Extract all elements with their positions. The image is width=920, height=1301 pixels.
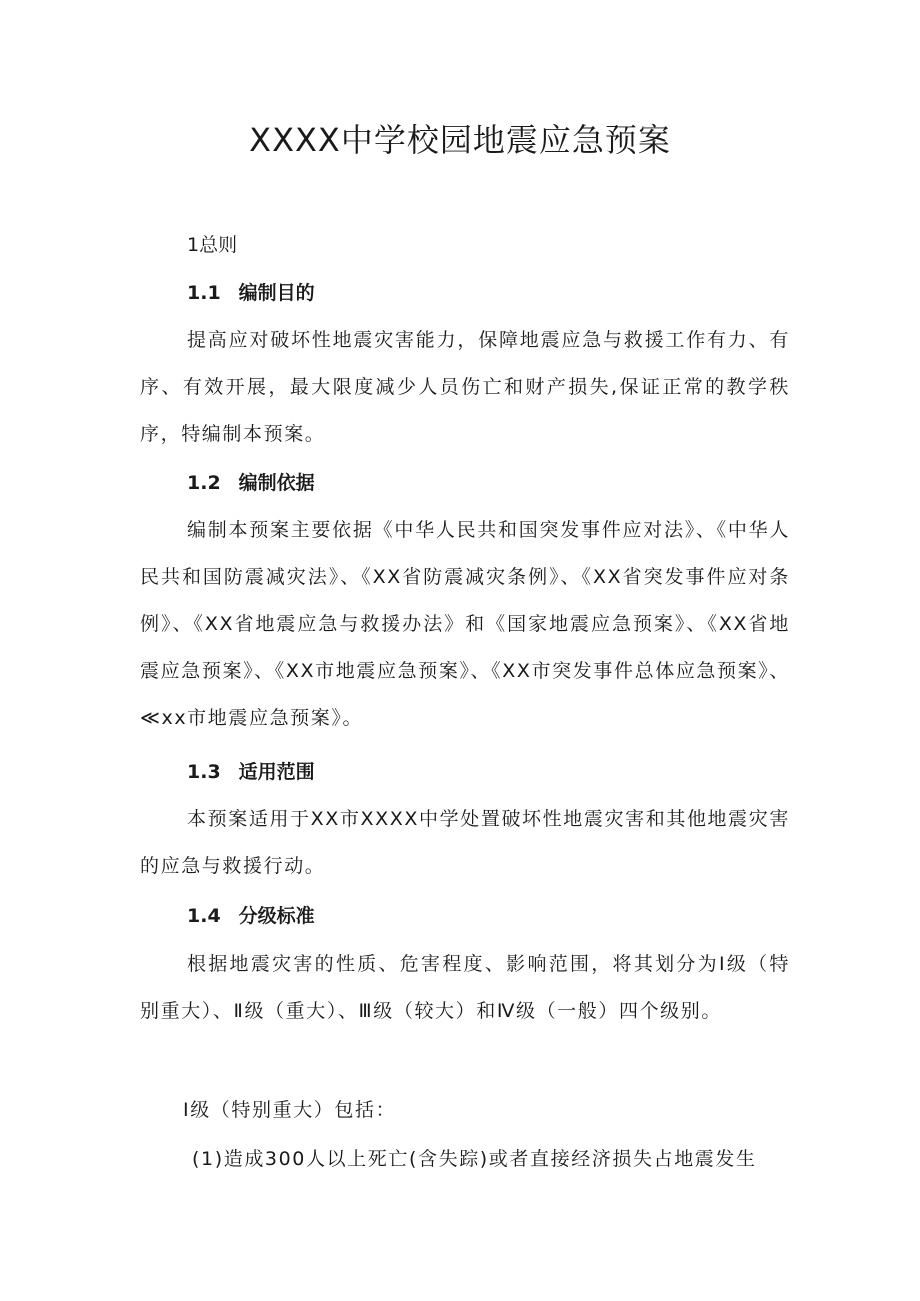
paragraph-purpose: 提高应对破坏性地震灾害能力，保障地震应急与救援工作有力、有序、有效开展，最大限度减少人员伤亡和财产损失,保证正常的教学秩序，特编制本预案。 <box>140 329 790 445</box>
level1-item-1: (1)造成300人以上死亡(含失踪)或者直接经济损失占地震发生 <box>192 1148 757 1170</box>
section-number: 1.4 <box>187 905 221 927</box>
section-heading-1-2 <box>187 470 315 496</box>
section-heading-1-4 <box>187 903 315 929</box>
section-number: 1.1 <box>187 282 221 304</box>
section-number: 1.3 <box>187 761 221 783</box>
paragraph-basis: 编制本预案主要依据《中华人民共和国突发事件应对法》、《中华人民共和国防震减灾法》、《XX省防震减灾条例》、《XX省突发事件应对条例》、《XX省地震应急与救援办法》和《国家地震应急预案》、《XX省地震应急预案》、《XX市地震应急预案》、《XX市突发事件总体应急预案》、≪xx市地震应急预案》。 <box>140 519 790 729</box>
section-title: 适用范围 <box>238 761 315 783</box>
paragraph-grading: 根据地震灾害的性质、危害程度、影响范围，将其划分为Ⅰ级（特别重大）、Ⅱ级（重大）、Ⅲ级（较大）和Ⅳ级（一般）四个级别。 <box>140 953 790 1022</box>
chapter-heading: 1总则 <box>187 234 238 256</box>
section-heading-1-3 <box>187 759 315 785</box>
level1-intro: Ⅰ级（特别重大）包括： <box>183 1099 397 1121</box>
paragraph-scope: 本预案适用于XX市XXXX中学处置破坏性地震灾害和其他地震灾害的应急与救援行动。 <box>140 808 790 877</box>
section-number: 1.2 <box>187 472 221 494</box>
section-heading-1-1 <box>187 280 315 306</box>
section-title: 编制依据 <box>238 472 315 494</box>
section-title: 编制目的 <box>238 282 315 304</box>
document-title: XXXX中学校园地震应急预案 <box>249 121 671 159</box>
section-title: 分级标准 <box>238 905 315 927</box>
